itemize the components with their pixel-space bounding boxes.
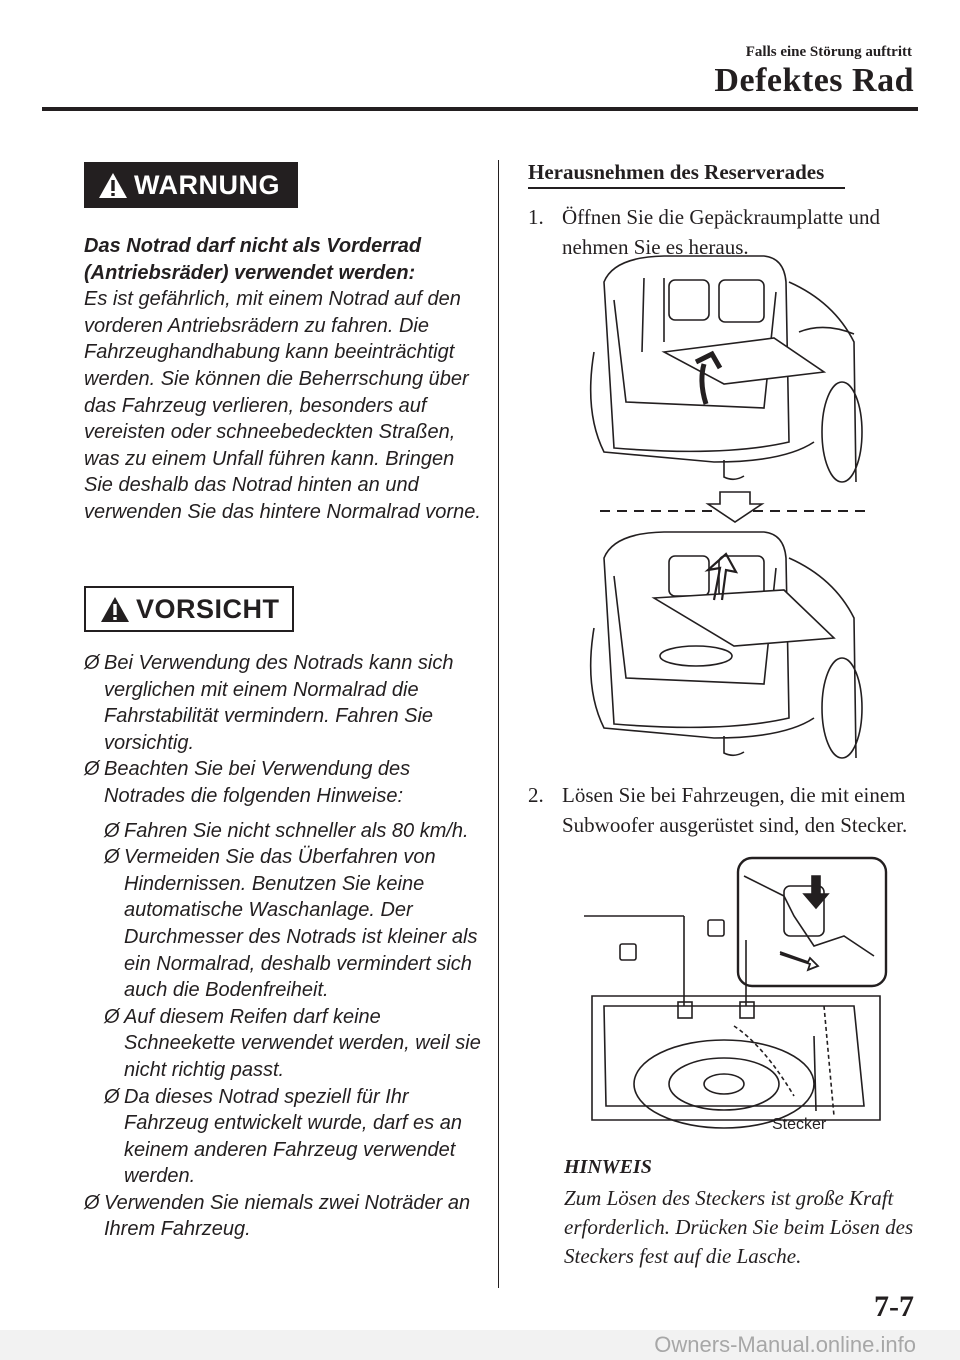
list-item: Ø Verwenden Sie niemals zwei Noträder an Ihrem Fahrzeug. bbox=[84, 1191, 471, 1241]
list-item: Ø Bei Verwendung des Notrads kann sich verglichen mit einem Normalrad die Fahrstabilität vermindern. Fahren Sie vorsichtig. bbox=[84, 652, 454, 754]
bullet-mark: Ø bbox=[104, 819, 120, 842]
caution-list bbox=[84, 650, 484, 1243]
bullet-mark: Ø bbox=[84, 758, 100, 781]
page-number: 7-7 bbox=[874, 1290, 914, 1323]
list-subitem: Ø Fahren Sie nicht schneller als 80 km/h. bbox=[84, 818, 484, 845]
header-rule bbox=[42, 107, 918, 111]
warning-label: WARNUNG bbox=[134, 169, 280, 200]
warning-icon bbox=[98, 172, 128, 199]
list-subitem: Ø Da dieses Notrad speziell für Ihr Fahrzeug entwickelt wurde, darf es an keinem anderen Fahrzeug verwendet werden. bbox=[104, 1085, 462, 1188]
bullet-mark: Ø bbox=[104, 1085, 120, 1108]
connector-illustration bbox=[584, 856, 888, 1138]
figure-label-stecker: Stecker bbox=[772, 1116, 827, 1133]
page-title: Defektes Rad bbox=[714, 62, 914, 99]
note-title: HINWEIS bbox=[564, 1156, 652, 1178]
warning-lead: Das Notrad darf nicht als Vorderrad (Antriebsräder) verwendet werden: bbox=[84, 235, 422, 284]
warning-body: Es ist gefährlich, mit einem Notrad auf den vorderen Antriebsrädern zu fahren. Die Fahrzeughandhabung kann beeinträchtigt werden. Sie können die Beherrschung über das Fahrzeug verlieren, besonders auf vereisten oder schneebedeckten Straßen, was zu einem Unfall führen kann. Bringen Sie deshalb das Notrad hinten an und verwenden Sie das hintere Normalrad vorne. bbox=[84, 288, 481, 523]
column-divider bbox=[498, 160, 499, 1288]
note-body: Zum Lösen des Steckers ist große Kraft erforderlich. Drücken Sie beim Lösen des Steckers fest auf die Lasche. bbox=[564, 1186, 914, 1268]
header-section: Falls eine Störung auftritt bbox=[745, 44, 912, 60]
caution-label-box bbox=[84, 586, 294, 632]
caution-label: VORSICHT bbox=[136, 593, 280, 624]
trunk-illustration-top bbox=[584, 252, 868, 508]
bullet-mark: Ø bbox=[84, 1191, 100, 1214]
trunk-illustration-bottom bbox=[584, 528, 868, 786]
caution-icon bbox=[100, 596, 130, 623]
warning-text bbox=[84, 233, 484, 526]
step-2: 2. Lösen Sie bei Fahrzeugen, die mit einem Subwoofer ausgerüstet sind, den Stecker. bbox=[528, 783, 908, 837]
list-subitem: Ø Auf diesem Reifen darf keine Schneekette verwendet werden, weil sie nicht richtig passt. bbox=[104, 1005, 481, 1081]
bullet-mark: Ø bbox=[104, 1005, 120, 1028]
bullet-mark: Ø bbox=[84, 652, 100, 674]
step-1: 1. Öffnen Sie die Gepäckraumplatte und nehmen Sie es heraus. bbox=[528, 205, 881, 259]
warning-label-box bbox=[84, 162, 298, 208]
watermark-text: Owners-Manual.online.info bbox=[654, 1332, 916, 1357]
section-title: Herausnehmen des Reserverades bbox=[528, 160, 825, 184]
footer-watermark bbox=[0, 1330, 960, 1360]
bullet-mark: Ø bbox=[104, 846, 120, 869]
list-subitem: Ø Vermeiden Sie das Überfahren von Hindernissen. Benutzen Sie keine automatische Waschanlage. Der Durchmesser des Notrads ist kleiner als ein Normalrad, deshalb vermindert sich auch die Bodenfreiheit. bbox=[104, 846, 478, 1002]
down-arrow-icon bbox=[600, 488, 872, 528]
list-item: Ø Beachten Sie bei Verwendung des Notrades die folgenden Hinweise: bbox=[84, 758, 411, 807]
section-underline bbox=[528, 187, 845, 189]
